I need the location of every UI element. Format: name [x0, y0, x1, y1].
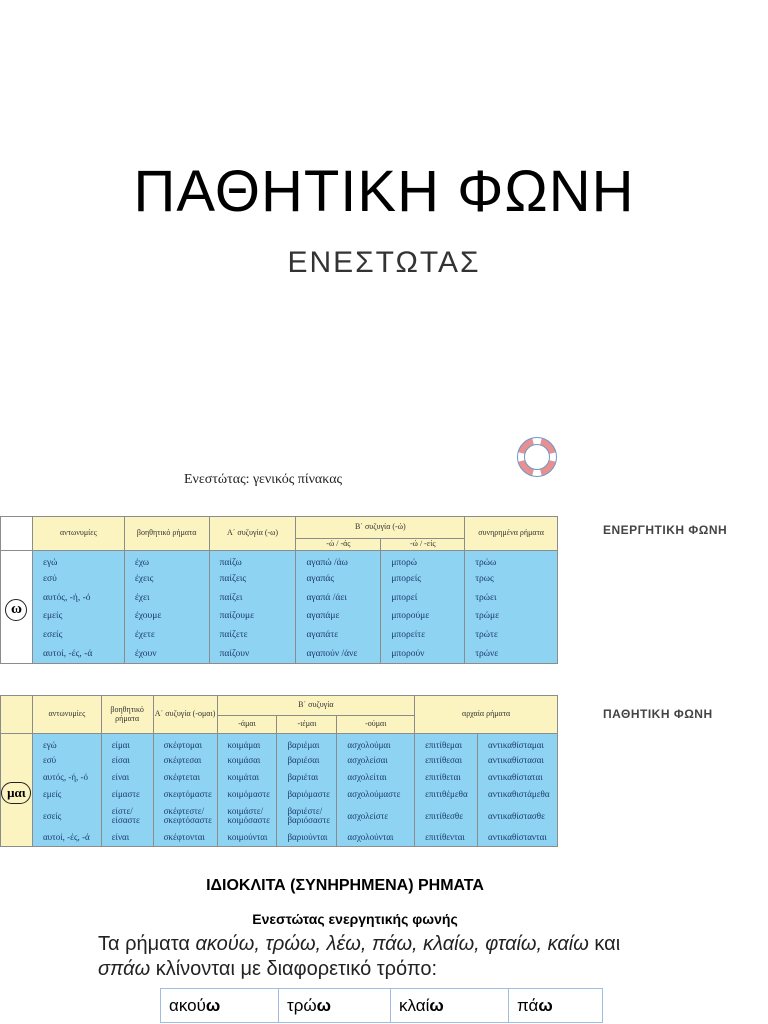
table-cell: αυτοί, -ές, -ά [32, 829, 101, 846]
table-cell: αντικαθίστασαι [478, 752, 558, 769]
table-cell: έχετε [124, 626, 209, 645]
table-cell: κοιμάμαι [217, 734, 277, 752]
table-cell: τρώει [465, 588, 558, 607]
table-cell: αγαπά /άει [296, 588, 381, 607]
table-cell: κοιμάστε/ κοιμόσαστε [217, 803, 277, 829]
table-cell: αγαπώ /άω [296, 551, 381, 570]
table-cell: είσαι [101, 752, 153, 769]
table-cell: εσύ [32, 569, 124, 588]
table-cell: αγαπάμε [296, 607, 381, 626]
table-cell: έχεις [124, 569, 209, 588]
omega-marker [1, 551, 33, 664]
table-cell: αυτοί, -ές, -ά [32, 645, 124, 664]
table-cell: τρώτε [465, 626, 558, 645]
table-cell: ασχολούμαι [337, 734, 415, 752]
table-cell: μπορώ [381, 551, 465, 570]
table-cell: αγαπούν /άνε [296, 645, 381, 664]
table-cell: μπορούμε [381, 607, 465, 626]
mai-marker-label: μαι [1, 782, 31, 804]
table-cell: ασχολούμαστε [337, 786, 415, 803]
table-caption: Ενεστώτας: γενικός πίνακας [184, 472, 343, 487]
table-cell: εσείς [32, 626, 124, 645]
table-cell: βαριέται [277, 769, 337, 786]
header-conj-b: Β΄ συζυγία (-ώ) [296, 517, 465, 539]
table-cell: επιτίθεμαι [415, 734, 478, 752]
table-cell: μπορούν [381, 645, 465, 664]
verb-cell [509, 989, 603, 1023]
table-cell: τρώνε [465, 645, 558, 664]
table-cell: παίζει [209, 588, 296, 607]
omega-marker-label: ω [5, 599, 27, 621]
header-ancient: αρχαία ρήματα [415, 696, 558, 734]
table-cell: σκέφτεσαι [153, 752, 217, 769]
table-cell: έχουν [124, 645, 209, 664]
table-cell: εμείς [32, 607, 124, 626]
table-cell: τρώω [465, 551, 558, 570]
table-cell: ασχολείστε [337, 803, 415, 829]
lifebuoy-icon [517, 437, 557, 477]
header-pronouns: αντωνυμίες [32, 517, 124, 551]
table-cell: αυτός, -ή, -ό [32, 769, 101, 786]
body-text-part: Τα ρήματα [98, 933, 196, 955]
verb-ending: ω [538, 995, 553, 1015]
table-cell: εγώ [32, 551, 124, 570]
table-cell: σκέφτεστε/ σκεφτόσαστε [153, 803, 217, 829]
passive-voice-table [0, 695, 558, 847]
table-cell: επιτίθεται [415, 769, 478, 786]
table-cell: σκέφτονται [153, 829, 217, 846]
table-row [1, 829, 558, 846]
table-cell: εσύ [32, 752, 101, 769]
body-text-part: κλίνονται με διαφορετικό τρόπο: [150, 958, 438, 980]
table-row [1, 734, 558, 752]
table-cell: τρως [465, 569, 558, 588]
marker-header [1, 696, 33, 734]
header-auxiliary: βοηθητικό ρήματα [101, 696, 153, 734]
table-cell: είναι [101, 769, 153, 786]
table-cell: αυτός, -ή, -ό [32, 588, 124, 607]
table-row [1, 607, 558, 626]
passive-voice-label: ΠΑΘΗΤΙΚΗ ΦΩΝΗ [603, 707, 713, 721]
table-cell: μπορείς [381, 569, 465, 588]
table-cell: σκεφτόμαστε [153, 786, 217, 803]
table-cell: παίζω [209, 551, 296, 570]
table-cell: είμαστε [101, 786, 153, 803]
table-cell: επιτίθενται [415, 829, 478, 846]
table-cell: βαριέσαι [277, 752, 337, 769]
table-cell: μπορείτε [381, 626, 465, 645]
section-subheading: Ενεστώτας ενεργητικής φωνής [252, 911, 458, 927]
table-cell: έχω [124, 551, 209, 570]
subheader-b2: -ιέμαι [277, 716, 337, 734]
table-row [161, 989, 603, 1023]
header-auxiliary: βοηθητικό ρήματα [124, 517, 209, 551]
table-cell: μπορεί [381, 588, 465, 607]
verb-conjugation-table [160, 988, 603, 1023]
table-row [1, 569, 558, 588]
slide-title: ΠΑΘΗΤΙΚΗ ΦΩΝΗ [133, 159, 635, 224]
body-paragraph [98, 932, 678, 982]
table-cell: παίζετε [209, 626, 296, 645]
verb-list: ακούω, τρώω, λέω, πάω, κλαίω, φταίω, καίω [195, 933, 589, 955]
table-cell: εσείς [32, 803, 101, 829]
table-cell: παίζουν [209, 645, 296, 664]
table-cell: τρώμε [465, 607, 558, 626]
table-cell: παίζουμε [209, 607, 296, 626]
verb-stem: κλαί [399, 995, 430, 1015]
table-cell: επιτιθέμεθα [415, 786, 478, 803]
table-cell: κοιμούνται [217, 829, 277, 846]
table-cell: βαριέμαι [277, 734, 337, 752]
verb-cell [161, 989, 279, 1023]
table-cell: εγώ [32, 734, 101, 752]
header-conj-a: Α΄ συζυγία (-ω) [209, 517, 296, 551]
active-voice-label: ΕΝΕΡΓΗΤΙΚΗ ΦΩΝΗ [603, 523, 728, 537]
section-heading: ΙΔΙΟΚΛΙΤΑ (ΣΥΝΗΡΗΜΕΝΑ) ΡΗΜΑΤΑ [206, 877, 484, 894]
marker-header [1, 517, 33, 551]
table-row [1, 588, 558, 607]
table-row [1, 803, 558, 829]
table-cell: βαριέστε/ βαριόσαστε [277, 803, 337, 829]
verb-stem: τρώ [287, 995, 317, 1015]
active-voice-table [0, 516, 558, 664]
subheader-b2: -ώ / -είς [381, 539, 465, 551]
verb-list: σπάω [98, 958, 151, 980]
table-cell: παίζεις [209, 569, 296, 588]
verb-ending: ω [429, 995, 444, 1015]
table-cell: είναι [101, 829, 153, 846]
mai-marker [1, 734, 33, 847]
table-cell: αντικαθιστάμεθα [478, 786, 558, 803]
table-cell: αντικαθίστανται [478, 829, 558, 846]
table-cell: αντικαθίστασθε [478, 803, 558, 829]
table-cell: είστε/ είσαστε [101, 803, 153, 829]
table-cell: ασχολούνται [337, 829, 415, 846]
table-cell: επιτίθεσθε [415, 803, 478, 829]
table-row [1, 626, 558, 645]
table-cell: αγαπάτε [296, 626, 381, 645]
subheader-b1: -ώ / -άς [296, 539, 381, 551]
table-cell: έχει [124, 588, 209, 607]
table-cell: αντικαθίσταται [478, 769, 558, 786]
subheader-b3: -ούμαι [337, 716, 415, 734]
verb-ending: ω [205, 995, 221, 1015]
verb-stem: πά [517, 995, 539, 1015]
table-cell: κοιμόμαστε [217, 786, 277, 803]
table-cell: έχουμε [124, 607, 209, 626]
table-row [1, 645, 558, 664]
table-cell: κοιμάται [217, 769, 277, 786]
verb-ending: ω [316, 995, 332, 1015]
table-cell: είμαι [101, 734, 153, 752]
table-cell: ασχολείται [337, 769, 415, 786]
table-row [1, 551, 558, 570]
table-cell: εμείς [32, 786, 101, 803]
body-text-part: και [588, 933, 621, 955]
table-cell: βαριόμαστε [277, 786, 337, 803]
slide-subtitle: ΕΝΕΣΤΩΤΑΣ [287, 246, 481, 279]
table-cell: ασχολείσαι [337, 752, 415, 769]
table-cell: κοιμάσαι [217, 752, 277, 769]
verb-stem: ακού [169, 995, 206, 1015]
table-cell: αντικαθίσταμαι [478, 734, 558, 752]
verb-cell [279, 989, 391, 1023]
table-cell: βαριούνται [277, 829, 337, 846]
table-cell: σκέφτεται [153, 769, 217, 786]
table-cell: σκέφτομαι [153, 734, 217, 752]
table-cell: αγαπάς [296, 569, 381, 588]
table-row [1, 752, 558, 769]
verb-cell [391, 989, 509, 1023]
table-cell: επιτίθεσαι [415, 752, 478, 769]
header-pronouns: αντωνυμίες [32, 696, 101, 734]
header-conj-a: Α΄ συζυγία (-ομαι) [153, 696, 217, 734]
subheader-b1: -άμαι [217, 716, 277, 734]
header-conj-b: Β΄ συζυγία [217, 696, 415, 716]
table-row [1, 769, 558, 786]
header-contracted: συνηρημένα ρήματα [465, 517, 558, 551]
table-row [1, 786, 558, 803]
